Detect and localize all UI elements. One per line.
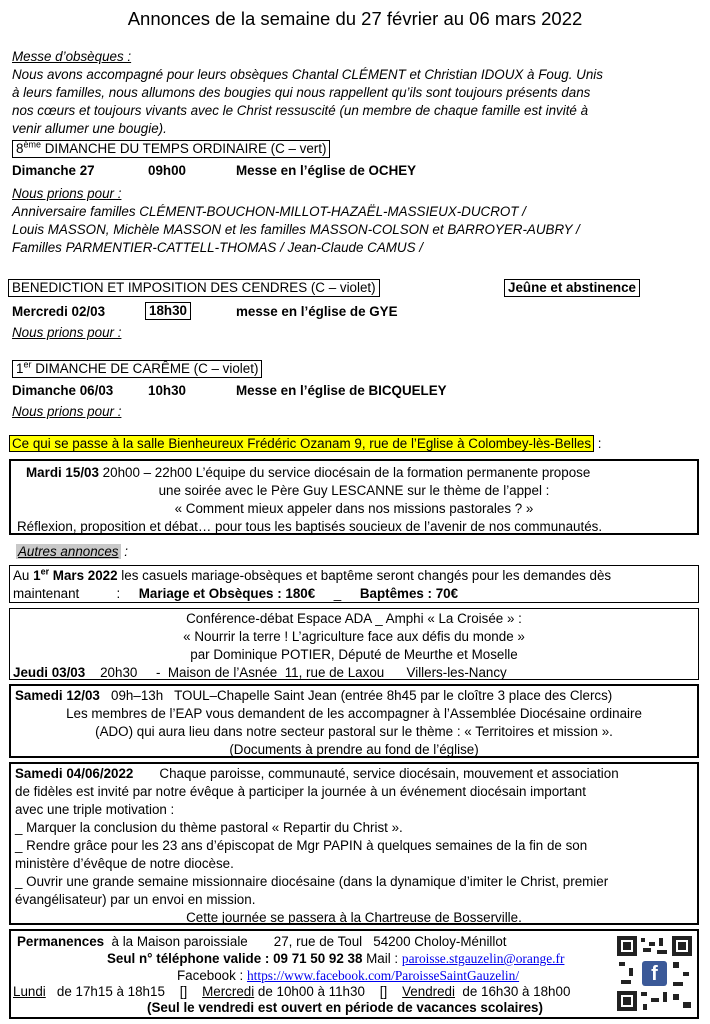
casuels-box <box>9 565 699 603</box>
lundi-label: Lundi <box>13 984 46 999</box>
dimanche27-heading-box <box>12 140 330 158</box>
conference-line4: 20h30 - Maison de l’Asnée 11, rue de Laxou Villers-les-Nancy <box>85 665 507 680</box>
permanences-address: à la Maison paroissiale 27, rue de Toul 54200 Choloy-Ménillot <box>104 934 507 949</box>
facebook-label: Facebook : <box>177 968 247 983</box>
conference-box <box>9 608 699 680</box>
mercredi-label: Mercredi <box>202 984 255 999</box>
samedi04-day: Samedi 04/06/2022 <box>15 766 134 781</box>
heading-text: DIMANCHE DU TEMPS ORDINAIRE (C – vert) <box>40 141 327 156</box>
samedi04-line3: avec une triple motivation : <box>15 802 175 817</box>
casuels-date-sup: er <box>40 566 50 577</box>
heading-sup: ème <box>23 139 41 150</box>
mercredi-hours: de 10h00 à 11h30 [] <box>254 984 403 999</box>
facebook-qr-icon[interactable] <box>617 936 692 1011</box>
casuels-date-num: 1 <box>33 568 41 583</box>
samedi12-line1: 09h–13h TOUL–Chapelle Saint Jean (entrée 8h45 par le cloître 3 place des Clercs) <box>99 688 613 703</box>
mardi-day: Mardi 15/03 <box>26 465 99 480</box>
cendres-day: Mercredi 02/03 <box>12 304 106 319</box>
mardi-line4: Réflexion, proposition et débat… pour tous les baptisés soucieux de l’avenir de nos communautés. <box>17 519 603 534</box>
samedi04-box <box>9 762 699 925</box>
casuels-sep: _ <box>315 586 360 601</box>
casuels-line2a: maintenant : <box>13 586 139 601</box>
careme-place: Messe en l’église de BICQUELEY <box>236 383 447 398</box>
intention-line: Louis MASSON, Michèle MASSON et les familles MASSON-COLSON et BARROYER-AUBRY / <box>12 222 580 237</box>
obseques-section <box>12 48 692 138</box>
cendres-heading: BENEDICTION ET IMPOSITION DES CENDRES (C – violet) <box>8 279 380 297</box>
heading-number: 1 <box>16 361 24 376</box>
dimanche27-time: 09h00 <box>148 163 186 178</box>
autres-heading-row <box>16 544 128 559</box>
samedi04-line7: _ Ouvrir une grande semaine missionnaire diocésaine (dans la dynamique d’imiter le Christ, premier <box>15 874 609 889</box>
cendres-place: messe en l’église de GYE <box>236 304 398 319</box>
mardi-line2: une soirée avec le Père Guy LESCANNE sur le thème de l’appel : <box>158 483 550 498</box>
mail-link[interactable]: paroisse.stgauzelin@orange.fr <box>401 951 565 966</box>
conference-line2: « Nourrir la terre ! L’agriculture face aux défis du monde » <box>183 629 525 644</box>
dimanche27-place: Messe en l’église de OCHEY <box>236 163 417 178</box>
mail-label: Mail : <box>362 951 402 966</box>
samedi12-day: Samedi 12/03 <box>15 688 100 703</box>
samedi04-line9: Cette journée se passera à la Chartreuse de Bosserville. <box>186 910 522 925</box>
heading-text: DIMANCHE DE CARÊME (C – violet) <box>31 361 259 376</box>
prions-heading: Nous prions pour : <box>12 325 122 340</box>
heading-number: 8 <box>16 141 24 156</box>
samedi04-line1: Chaque paroisse, communauté, service diocésain, mouvement et association <box>133 766 619 781</box>
lundi-hours: de 17h15 à 18h15 [] <box>45 984 203 999</box>
page-title: Annonces de la semaine du 27 février au 06 mars 2022 <box>127 8 583 29</box>
permanences-label: Permanences <box>17 934 105 949</box>
permanences-box <box>9 929 699 1019</box>
vendredi-label: Vendredi <box>402 984 455 999</box>
salle-text: Ce qui se passe à la salle Bienheureux Frédéric Ozanam 9, rue de l’Eglise à Colombey-lès-Belles <box>9 435 594 452</box>
careme-time: 10h30 <box>148 383 186 398</box>
prions-heading: Nous prions pour : <box>12 404 122 419</box>
samedi04-line2: de fidèles est invité par notre évêque à participer la journée à un événement diocésain important <box>15 784 586 799</box>
samedi04-line8: évangélisateur) par un envoi en mission. <box>15 892 256 907</box>
samedi04-line4: _ Marquer la conclusion du thème pastoral « Repartir du Christ ». <box>15 820 403 835</box>
casuels-line1: les casuels mariage-obsèques et baptême seront changés pour les demandes dès <box>117 568 612 583</box>
mardi-box <box>9 459 699 535</box>
salle-colon: : <box>594 436 602 451</box>
samedi12-line3: (ADO) qui aura lieu dans notre secteur pastoral sur le thème : « Territoires et mission ». <box>95 724 613 739</box>
casuels-date-rest: Mars 2022 <box>49 568 118 583</box>
conference-line3: par Dominique POTIER, Député de Meurthe et Moselle <box>190 647 518 662</box>
heading-sup: er <box>23 359 32 370</box>
casuels-au: Au <box>13 568 34 583</box>
jeune-label: Jeûne et abstinence <box>504 279 640 297</box>
careme-heading-box <box>12 360 262 378</box>
autres-heading: Autres annonces <box>18 544 119 559</box>
obseques-line: à leurs familles, nous allumons des bougies qui nous rappellent qu’ils sont toujours présents dans <box>12 85 591 100</box>
autres-colon: : <box>120 544 128 559</box>
mariage-price: Mariage et Obsèques : 180€ <box>138 586 316 601</box>
conference-line1: Conférence-débat Espace ADA _ Amphi « La Croisée » : <box>186 611 522 626</box>
mardi-line1: 20h00 – 22h00 L’équipe du service diocésain de la formation permanente propose <box>98 465 591 480</box>
facebook-link[interactable]: https://www.facebook.com/ParoisseSaintGauzelin/ <box>246 968 520 983</box>
cendres-time-box <box>145 302 191 320</box>
intention-line: Anniversaire familles CLÉMENT-BOUCHON-MILLOT-HAZAËL-MASSIEUX-DUCROT / <box>12 204 526 219</box>
samedi12-line4: (Documents à prendre au fond de l’église) <box>229 742 479 757</box>
conference-day: Jeudi 03/03 <box>13 665 86 680</box>
dimanche27-intentions <box>12 185 692 257</box>
intention-line: Familles PARMENTIER-CATTELL-THOMAS / Jean-Claude CAMUS / <box>12 240 423 255</box>
obseques-line: Nous avons accompagné pour leurs obsèques Chantal CLÉMENT et Christian IDOUX à Foug. Unis <box>12 67 603 82</box>
prions-heading: Nous prions pour : <box>12 186 122 201</box>
obseques-line: venir allumer une bougie). <box>12 121 167 136</box>
bapteme-price: Baptêmes : 70€ <box>359 586 459 601</box>
careme-day: Dimanche 06/03 <box>12 383 114 398</box>
samedi04-line5: _ Rendre grâce pour les 23 ans d’épiscopat de Mgr PAPIN à quelques semaines de la fin de son <box>15 838 588 853</box>
samedi12-line2: Les membres de l’EAP vous demandent de les accompagner à l’Assemblée Diocésaine ordinaire <box>66 706 642 721</box>
salle-banner <box>9 436 602 451</box>
dimanche27-day: Dimanche 27 <box>12 163 95 178</box>
facebook-icon: f <box>642 961 667 986</box>
samedi04-line6: ministère d’évêque de notre diocèse. <box>15 856 234 871</box>
samedi12-box <box>9 684 699 758</box>
obseques-line: nos cœurs et toujours vivants avec le Christ ressuscité (un membre de chaque famille est invité à <box>12 103 589 118</box>
vendredi-hours: de 16h30 à 18h00 <box>454 984 571 999</box>
phone-number: Seul n° téléphone valide : 09 71 50 92 38 <box>107 951 363 966</box>
jeune-box <box>504 279 640 297</box>
cendres-heading-box <box>8 279 380 297</box>
mardi-line3: « Comment mieux appeler dans nos missions pastorales ? » <box>174 501 534 516</box>
cendres-time: 18h30 <box>145 302 191 320</box>
vacances-note: (Seul le vendredi est ouvert en période de vacances scolaires) <box>147 1000 543 1015</box>
obseques-heading: Messe d’obsèques : <box>12 49 132 64</box>
